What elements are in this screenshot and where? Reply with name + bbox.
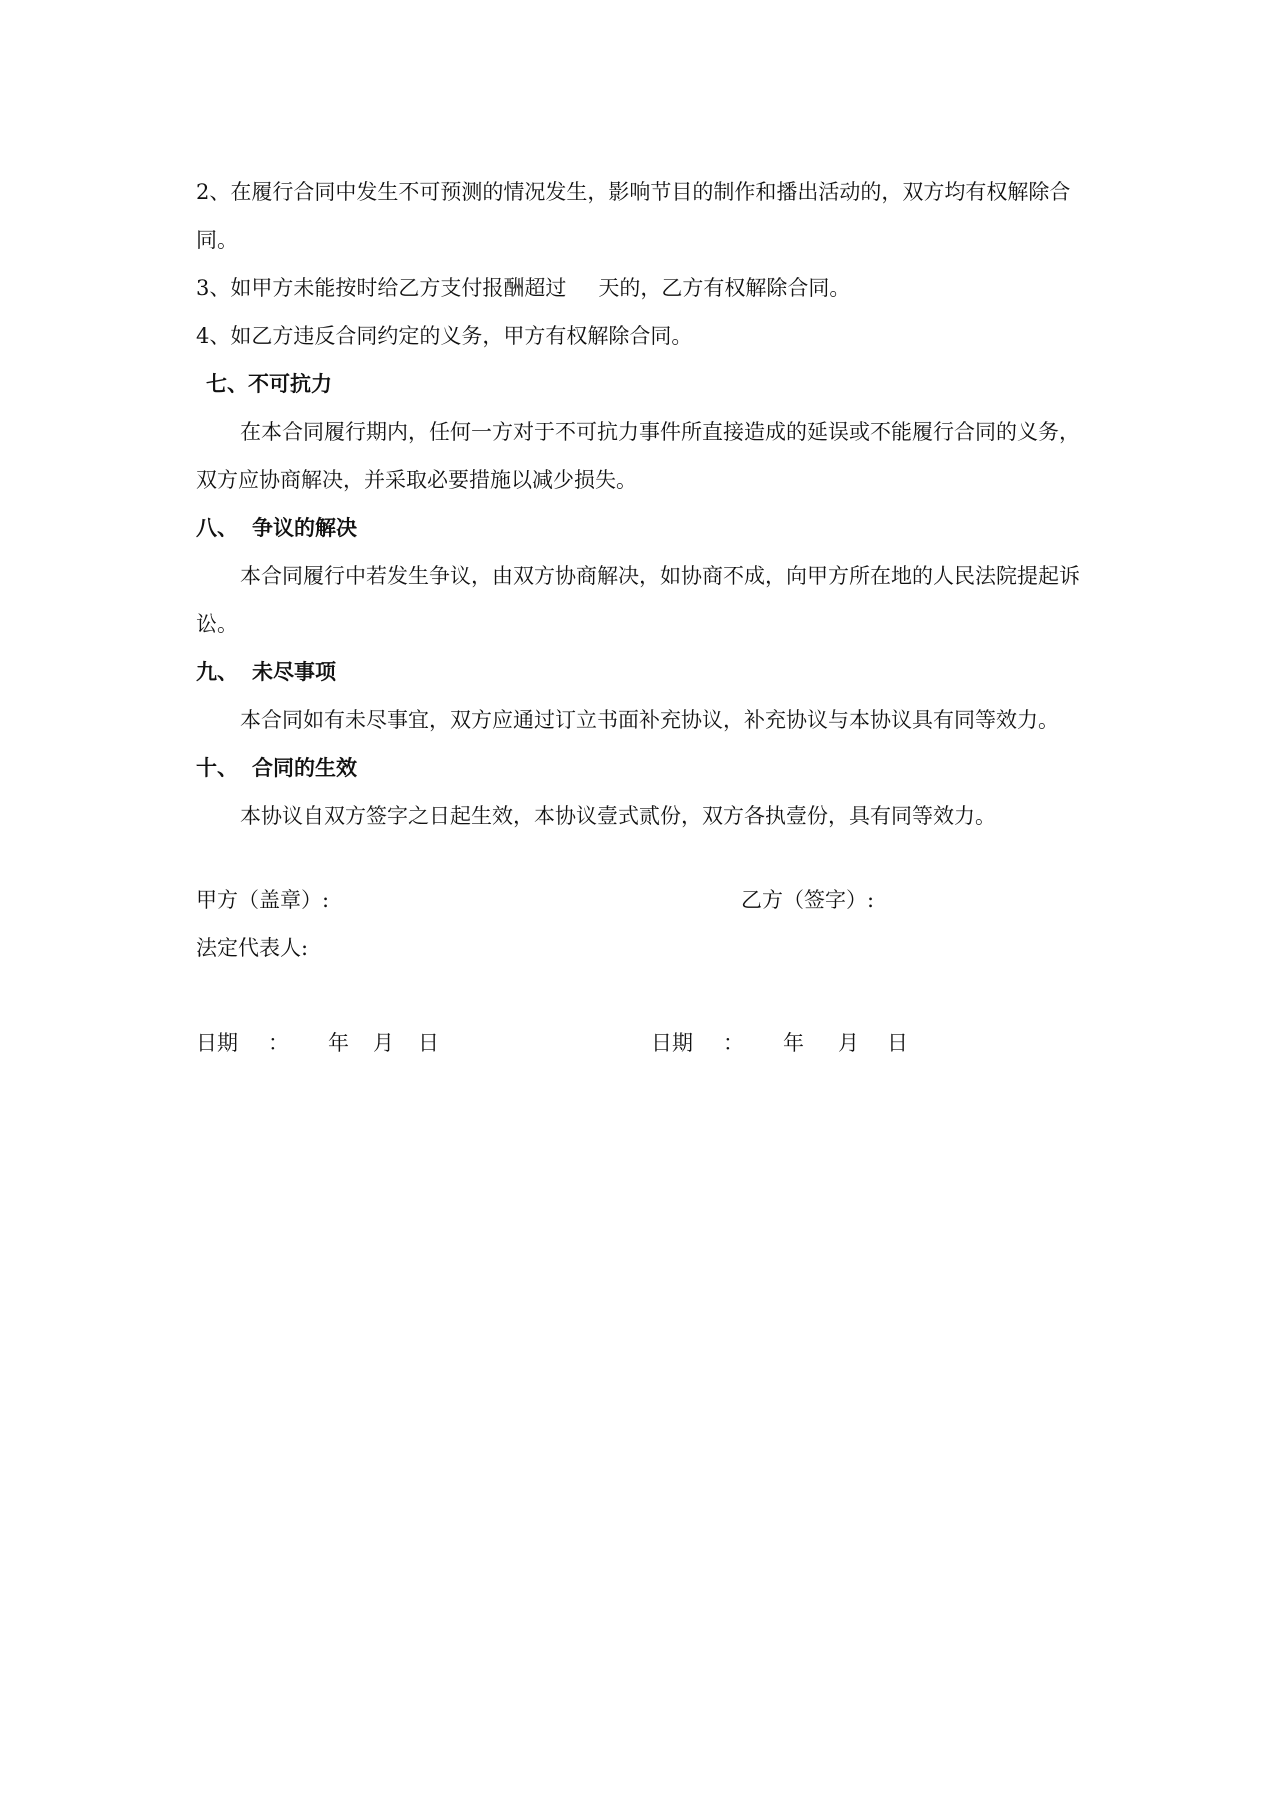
year-label: 年	[328, 1031, 349, 1055]
contract-body	[196, 168, 1096, 840]
day-label: 日	[418, 1031, 439, 1055]
year-label: 年	[783, 1031, 804, 1055]
signature-block	[196, 876, 1096, 972]
date-label: 日期	[651, 1031, 693, 1055]
day-label: 日	[887, 1031, 908, 1055]
section-9-heading	[196, 648, 1096, 696]
month-label: 月	[838, 1031, 859, 1055]
clause-item-2: 2、在履行合同中发生不可预测的情况发生，影响节目的制作和播出活动的，双方均有权解除合同。	[196, 180, 1071, 252]
legal-representative-label: 法定代表人:	[196, 936, 309, 960]
section-9-number: 九、	[196, 659, 238, 684]
section-8-heading	[196, 504, 1096, 552]
clause-item-3-start: 3、如甲方未能按时给乙方支付报酬超过	[196, 276, 567, 300]
signature-parties-row	[196, 876, 1096, 924]
section-10-number: 十、	[196, 755, 238, 780]
section-9-body: 本合同如有未尽事宜，双方应通过订立书面补充协议，补充协议与本协议具有同等效力。	[240, 708, 1059, 732]
party-a-seal-label: 甲方（盖章）:	[196, 888, 330, 912]
date-label: 日期	[196, 1031, 238, 1055]
month-label: 月	[373, 1031, 394, 1055]
section-8-title: 争议的解决	[252, 515, 357, 540]
section-9-title: 未尽事项	[252, 659, 336, 684]
section-10-body: 本协议自双方签字之日起生效，本协议壹式贰份，双方各执壹份，具有同等效力。	[240, 804, 996, 828]
party-b-date	[651, 1019, 908, 1067]
section-10-heading	[196, 744, 1096, 792]
clause-item-3-end: 天的，乙方有权解除合同。	[598, 276, 851, 300]
section-7-heading: 七、不可抗力	[206, 371, 332, 396]
party-b-sign-label: 乙方（签字）:	[741, 888, 875, 912]
legal-rep-row	[196, 924, 1096, 972]
clause-item-3	[196, 264, 1096, 312]
section-10-title: 合同的生效	[252, 755, 357, 780]
party-a-date	[196, 1019, 439, 1067]
date-colon: ：	[268, 1031, 289, 1055]
date-colon: ：	[723, 1031, 744, 1055]
section-8-number: 八、	[196, 515, 238, 540]
section-7-body: 在本合同履行期内，任何一方对于不可抗力事件所直接造成的延误或不能履行合同的义务，双方应协商解决，并采取必要措施以减少损失。	[196, 420, 1080, 492]
date-row	[196, 1019, 1096, 1067]
section-8-body: 本合同履行中若发生争议，由双方协商解决，如协商不成，向甲方所在地的人民法院提起诉讼。	[196, 564, 1080, 636]
clause-item-4: 4、如乙方违反合同约定的义务，甲方有权解除合同。	[196, 324, 693, 348]
date-block	[196, 1019, 1096, 1067]
